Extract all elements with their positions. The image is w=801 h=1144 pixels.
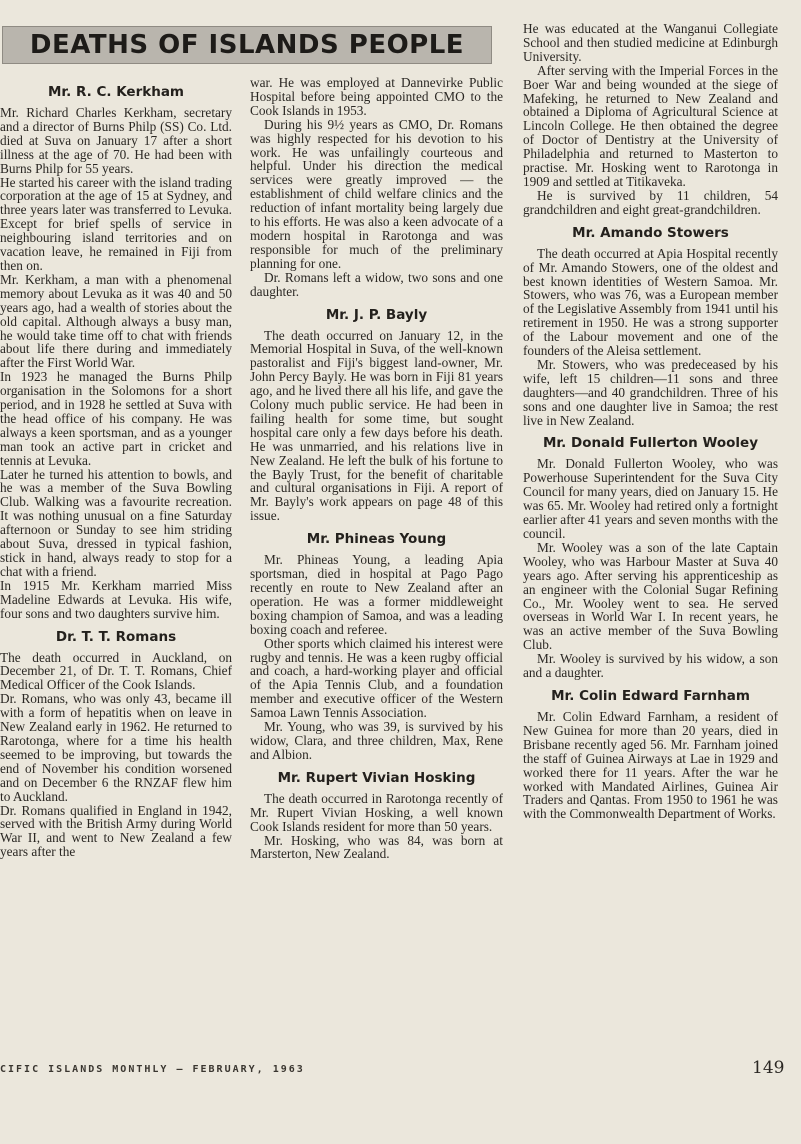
paragraph: Dr. Romans left a widow, two sons and one daughter. — [250, 269, 503, 299]
paragraph: Mr. Stowers, who was predeceased by his wife, left 15 children—11 sons and three daughters—and 40 grandchildren. Three of his sons and one daughter live in Samoa; the rest live in New Zealand. — [523, 356, 778, 428]
paragraph: He started his career with the island trading corporation at the age of 15 at Sydney, and three years later was transferred to Levuka. Except for brief spells of service in neighbouring island territories and on vacation leave, he remained in Fiji from then on. — [0, 174, 232, 273]
heading-kerkham: Mr. R. C. Kerkham — [47, 84, 184, 100]
heading-bayly: Mr. J. P. Bayly — [325, 306, 428, 323]
paragraph: Mr. Wooley is survived by his widow, a son and a daughter. — [523, 651, 778, 681]
paragraph: Dr. Romans, who was only 43, became ill with a form of hepatitis when on leave in New Zealand early in 1962. He returned to Rarotonga, where for a time his health seemed to be improving, but towards the end of November his condition worsened and on December 6 the RNZAF flew him to Auckland. — [0, 691, 232, 804]
paragraph: The death occurred in Auckland, on December 21, of Dr. T. T. Romans, Chief Medical Officer of the Cook Islands. — [0, 649, 232, 693]
paragraph: Mr. Colin Edward Farnham, a resident of New Guinea for more than 20 years, died in Brisbane recently aged 56. Mr. Farnham joined the staff of Guinea Airways at Lae in 1929 and worked there for 11 years. After the war he worked with Mandated Airlines, Guinea Air Traders and Qantas. From 1950 to 1961 he was with the Commonwealth Department of Works. — [523, 708, 778, 822]
paragraph: war. He was employed at Dannevirke Public Hospital before being appointed CMO to the Cook Islands in 1953. — [250, 76, 503, 118]
paragraph: In 1915 Mr. Kerkham married Miss Madeline Edwards at Levuka. His wife, four sons and two daughters survive him. — [0, 577, 232, 621]
paragraph: Dr. Romans qualified in England in 1942, served with the British Army during World War II, and went to New Zealand a few years after the — [0, 802, 232, 860]
paragraph: He was educated at the Wanganui Collegiate School and then studied medicine at Edinburgh University. — [523, 22, 778, 64]
heading-romans: Dr. T. T. Romans — [55, 628, 177, 645]
heading-hosking: Mr. Rupert Vivian Hosking — [277, 769, 476, 786]
section-banner — [2, 26, 492, 64]
paragraph: Mr. Donald Fullerton Wooley, who was Powerhouse Superintendent for the Suva City Council for many years, died on January 15. He was 65. Mr. Wooley had retired only a fortnight earlier after 41 years and seven months with the council. — [523, 456, 778, 541]
paragraph: Mr. Richard Charles Kerkham, secretary and a director of Burns Philp (SS) Co. Ltd. died at Suva on January 17 after a short illness at the age of 70. He had been with Burns Philp for 55 years. — [0, 105, 232, 176]
heading-wooley: Mr. Donald Fullerton Wooley — [543, 435, 758, 452]
page-number: 149 — [752, 1058, 785, 1078]
paragraph: The death occurred at Apia Hospital recently of Mr. Amando Stowers, one of the oldest and best known identities of Western Samoa. Mr. Stowers, who was 76, was a European member of the Legislative Assembly from 1941 until his retirement in 1950. He was a strong supporter of the Labour movement and one of the founders of the Aleisa settlement. — [523, 245, 778, 359]
paragraph: Mr. Wooley was a son of the late Captain Wooley, who was Harbour Master at Suva 40 years ago. After serving his apprenticeship as an engineer with the Colonial Sugar Refining Co., Mr. Wooley went to sea. He served overseas in World War I. In recent years, he was an active member of the Suva Bowling Club. — [523, 539, 778, 653]
column-3 — [523, 22, 778, 821]
paragraph: The death occurred on January 12, in the Memorial Hospital in Suva, of the well-known pastoralist and Fiji's biggest land-owner, Mr. John Percy Bayly. He was born in Fiji 81 years ago, and he lived there all his life, and gave the Colony much public service. He had been in failing health for some time, but sought hospital care only a few days before his death. He was unmarried, and his relations live in New Zealand. He left the bulk of his fortune to the Bayly Trust, for the benefit of charitable and cultural organisations in Fiji. A report of Mr. Bayly's work appears on page 48 of this issue. — [250, 327, 503, 524]
paragraph: Mr. Hosking, who was 84, was born at Marsterton, New Zealand. — [250, 832, 503, 862]
paragraph: Other sports which claimed his interest were rugby and tennis. He was a keen rugby official and coach, a hard-working player and official of the Apia Tennis Club, and a foundation member and executive officer of the Western Samoa Lawn Tennis Association. — [250, 635, 503, 721]
column-1 — [0, 76, 232, 859]
paragraph: Mr. Kerkham, a man with a phenomenal memory about Levuka as it was 40 and 50 years ago, had a wealth of stories about the old capital. Although always a busy man, he would take time off to chat with friends about life there during and immediately after the First World War. — [0, 271, 232, 371]
heading-stowers: Mr. Amando Stowers — [572, 224, 729, 241]
paragraph: In 1923 he managed the Burns Philp organisation in the Solomons for a short period, and in 1928 he settled at Suva with the head office of his company. He was always a keen sportsman, and as a younger man took an active part in cricket and tennis at Levuka. — [0, 369, 232, 468]
heading-young: Mr. Phineas Young — [306, 531, 447, 548]
section-title: DEATHS OF ISLANDS PEOPLE — [29, 30, 465, 60]
paragraph: Mr. Young, who was 39, is survived by his widow, Clara, and three children, Max, Rene and Albion. — [250, 719, 503, 762]
paragraph: The death occurred in Rarotonga recently of Mr. Rupert Vivian Hosking, a well known Cook Islands resident for more than 50 years. — [250, 790, 503, 834]
paragraph: Later he turned his attention to bowls, and he was a member of the Suva Bowling Club. Walking was a favourite recreation. It was nothing unusual on a fine Saturday afternoon or Sunday to see him striding about Suva, dressed in typical fashion, stick in hand, always ready to stop for a chat with a friend. — [0, 466, 232, 579]
heading-farnham: Mr. Colin Edward Farnham — [551, 687, 750, 704]
column-2 — [250, 76, 503, 861]
paragraph: During his 9½ years as CMO, Dr. Romans was highly respected for his devotion to his work. He was unfailingly courteous and helpful. Under his direction the medical services were greatly improved — the establishment of child welfare clinics and the reduction of infant mortality being largely due to his efforts. He was also a keen advocate of a modern hospital in Rarotonga and was responsible for much of the preliminary planning for one. — [250, 116, 503, 271]
running-footer: CIFIC ISLANDS MONTHLY — FEBRUARY, 1963 — [0, 1064, 305, 1075]
paragraph: Mr. Phineas Young, a leading Apia sportsman, died in hospital at Pago Pago recently en route to New Zealand after an operation. He was a former middleweight boxing champion of Samoa, and was a leading boxing coach and referee. — [250, 552, 503, 637]
paragraph: He is survived by 11 children, 54 grandchildren and eight great-grandchildren. — [523, 187, 778, 217]
paragraph: After serving with the Imperial Forces in the Boer War and being wounded at the siege of Mafeking, he returned to New Zealand and obtained a Diploma of Agricultural Science at Lincoln College. He then obtained the degree of Doctor of Dentistry at the University of Philadelphia and returned to Masterton to practise. Mr. Hosking went to Rarotonga in 1909 and settled at Titikaveka. — [523, 62, 778, 189]
